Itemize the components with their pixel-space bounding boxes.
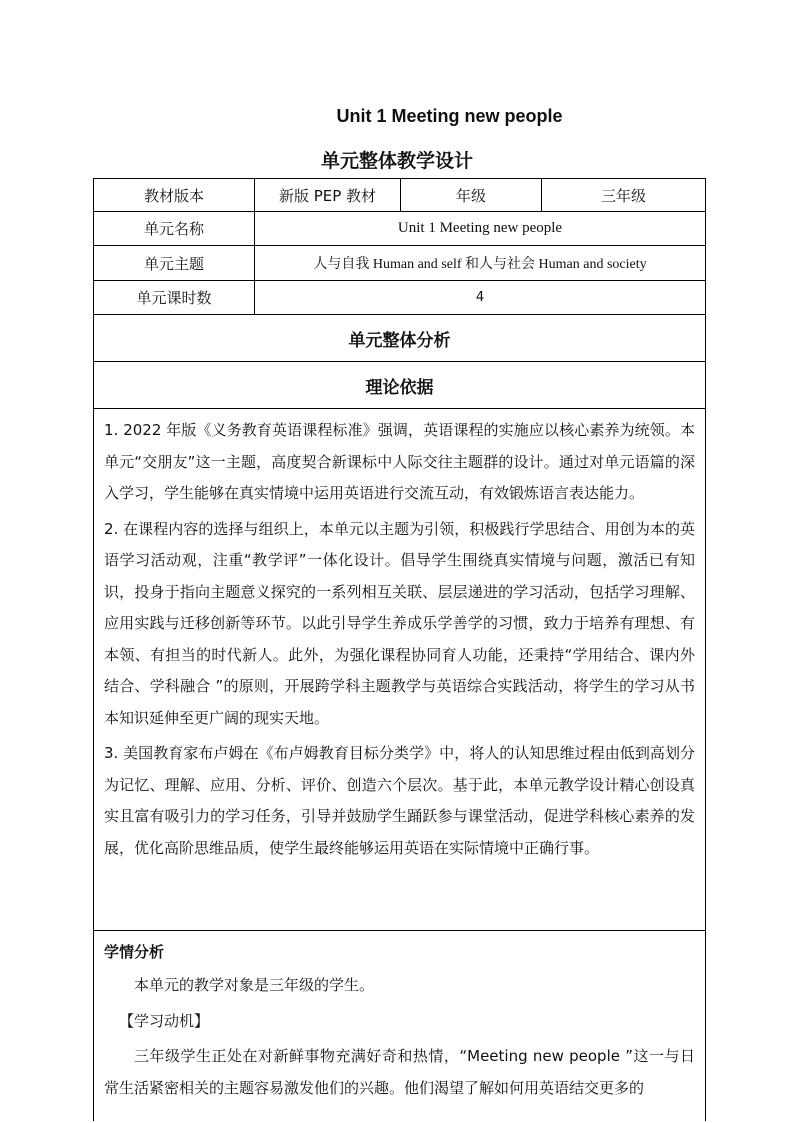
- section-theory-basis: 理论依据: [365, 377, 434, 398]
- theory-paragraphs: [94, 409, 705, 864]
- hours-value: 4: [254, 281, 705, 314]
- theme-value: 人与自我 Human and self 和人与社会 Human and society: [254, 246, 705, 280]
- theory-paragraph-1: 1. 2022 年版《义务教育英语课程标准》强调，英语课程的实施应以核心素养为统领。本单元“交朋友”这一主题，高度契合新课标中人际交往主题群的设计。通过对单元语篇的深入学习，学生能够在真实情境中运用英语进行交流互动，有效锻炼语言表达能力。: [104, 421, 695, 502]
- learner-intro: 本单元的教学对象是三年级的学生。: [134, 976, 375, 994]
- theory-paragraph-3: 3. 美国教育家布卢姆在《布卢姆教育目标分类学》中，将人的认知思维过程由低到高划分为记忆、理解、应用、分析、评价、创造六个层次。基于此，本单元教学设计精心创设真实且富有吸引力的学习任务，引导并鼓励学生踊跃参与课堂活动，促进学科核心素养的发展，优化高阶思维品质，使学生最终能够运用英语在实际情境中正确行事。: [104, 744, 695, 857]
- table-row: [93, 362, 706, 409]
- motivation-heading: 【学习动机】: [119, 1011, 210, 1030]
- lesson-design-table: [93, 178, 706, 1121]
- hours-label: 单元课时数: [136, 289, 212, 307]
- table-row: [93, 212, 706, 246]
- section-unit-analysis: 单元整体分析: [348, 330, 451, 351]
- document-title-cn: 单元整体教学设计: [320, 150, 473, 172]
- table-row: [93, 246, 706, 281]
- unit-name-value: Unit 1 Meeting new people: [254, 212, 705, 245]
- motivation-text: 三年级学生正处在对新鲜事物充满好奇和热情，“Meeting new people ”这一与日常生活紧密相关的主题容易激发他们的兴趣。他们渴望了解如何用英语结交更多的: [104, 1047, 695, 1097]
- learner-analysis-heading: 学情分析: [104, 943, 165, 961]
- theory-paragraph-2: 2. 在课程内容的选择与组织上，本单元以主题为引领，积极践行学思结合、用创为本的英语学习活动观，注重“教学评”一体化设计。倡导学生围绕真实情境与问题，激活已有知识，投身于指向主题意义探究的一系列相互关联、层层递进的学习活动，包括学习理解、应用实践与迁移创新等环节。以此引导学生养成乐学善学的习惯，致力于培养有理想、有本领、有担当的时代新人。此外，为强化课程协同育人功能，还秉持“学用结合、课内外结合、学科融合 ”的原则，开展跨学科主题教学与英语综合实践活动，将学生的学习从书本知识延伸至更广阔的现实天地。: [104, 519, 695, 727]
- table-row: [93, 931, 706, 1121]
- document-title-en: Unit 1 Meeting new people: [336, 106, 563, 126]
- table-row: [93, 281, 706, 315]
- table-row: [93, 409, 706, 931]
- theme-label: 单元主题: [143, 254, 204, 273]
- table-row: [93, 178, 706, 212]
- textbook-label: 教材版本: [143, 186, 204, 205]
- unit-name-label: 单元名称: [143, 220, 204, 238]
- grade-label: 年级: [400, 179, 541, 211]
- learner-analysis-body: [94, 962, 705, 1104]
- textbook-value: 新版 PEP 教材: [254, 179, 400, 211]
- grade-value: 三年级: [541, 179, 705, 211]
- table-row: [93, 315, 706, 362]
